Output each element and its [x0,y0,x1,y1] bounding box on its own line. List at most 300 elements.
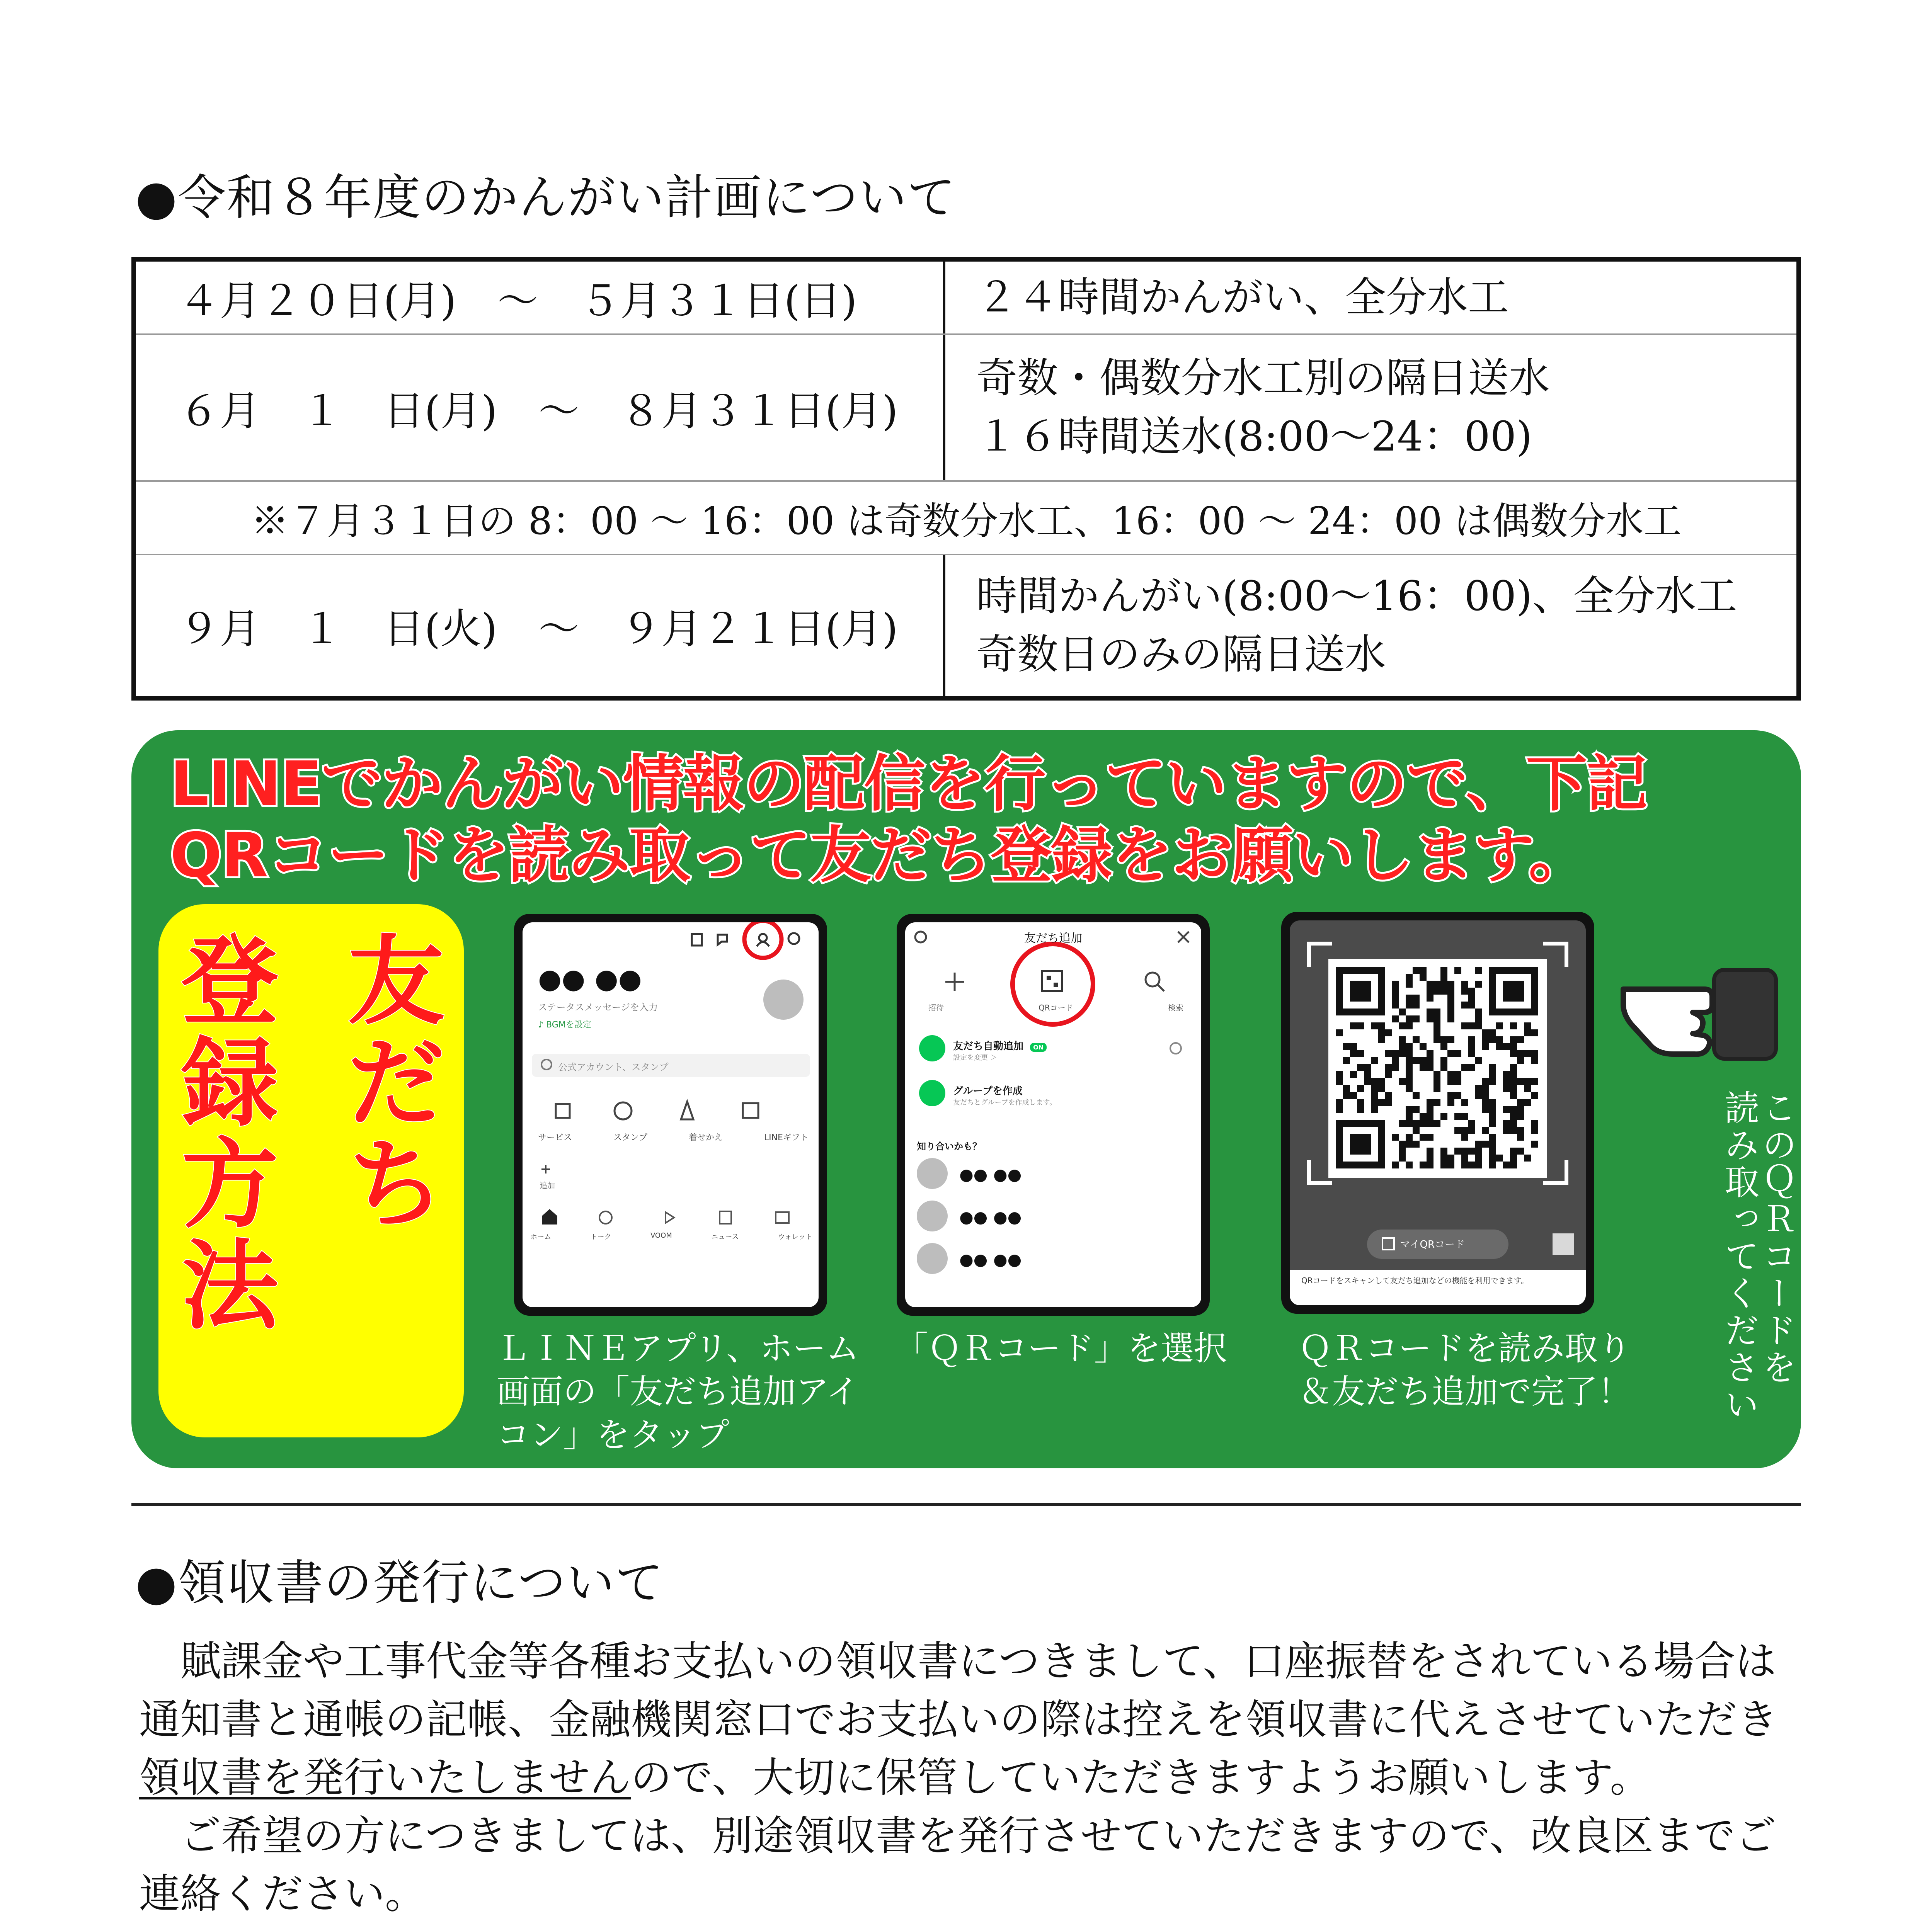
qr-module [1392,1162,1399,1168]
qr-module [1399,1009,1406,1015]
nav-talk[interactable]: トーク [590,1233,611,1241]
qr-module [1440,974,1447,981]
qr-module [1433,1015,1440,1022]
qr-module [1461,1099,1468,1106]
qr-module [1447,1002,1454,1009]
schedule-detail-line: 時間かんがい(8:00～16：00)、全分水工 [976,572,1737,620]
qr-module [1454,1113,1461,1120]
qr-module [1427,1106,1433,1113]
qr-module [1427,1015,1433,1022]
phone-screen [523,922,819,1307]
irrigation-plan-title: ●令和８年度のかんがい計画について [135,170,956,226]
qr-module [1427,1120,1433,1127]
qr-module [1447,1078,1454,1085]
nav-voom[interactable]: VOOM [650,1231,672,1240]
qr-module [1392,1002,1399,1009]
qr-module [1357,1050,1364,1057]
method-col-registration [180,925,280,1342]
qr-module [1489,1148,1496,1155]
schedule-period: ４月２０日(月) ～ ５月３１日(日) [136,262,945,333]
qr-module [1489,1029,1496,1036]
qr-module [1406,1120,1413,1127]
qr-module [1468,1127,1475,1134]
qr-module [1447,1036,1454,1043]
qr-module [1510,1050,1517,1057]
qr-module [1468,1036,1475,1043]
qr-module [1385,1050,1392,1057]
qr-module [1510,1106,1517,1113]
qr-module [1433,1099,1440,1106]
qr-module [1440,1043,1447,1050]
auto-add-label: 友だち自動追加 [953,1041,1024,1052]
qr-module [1440,1036,1447,1043]
qr-module [1468,1043,1475,1050]
avatar [763,980,804,1020]
qr-module [1468,1002,1475,1009]
qr-module [1482,1106,1489,1113]
qr-module [1427,1099,1433,1106]
add-label[interactable]: 追加 [540,1181,555,1190]
qr-module [1406,1134,1413,1141]
qr-module [1447,1050,1454,1057]
qr-module [1489,1106,1496,1113]
qr-module [1406,1162,1413,1168]
qr-module [1427,1064,1433,1071]
receipt-title: ●領収書の発行について [135,1555,664,1611]
add-friends-actions [928,1002,1183,1013]
qr-module [1371,1099,1378,1106]
schedule-detail [945,335,1796,480]
add-friends-header: 友だち追加 [1024,932,1082,945]
qr-module [1440,1064,1447,1071]
suggest-name[interactable]: ●● ●● [959,1208,1022,1226]
qr-module [1350,1043,1357,1050]
qr-module [1413,1092,1420,1099]
receipt-underline: 領収書を発行いたしません [139,1754,631,1802]
qr-module [1496,1036,1503,1043]
qr-module [1420,967,1427,974]
profile-name: ●● ●● [538,963,642,995]
qr-module [1350,1092,1357,1099]
schedule-detail [945,262,1796,333]
qr-module [1461,1002,1468,1009]
qr-module [1510,1022,1517,1029]
qr-module [1468,1064,1475,1071]
qr-module [1461,1134,1468,1141]
qr-module [1350,1050,1357,1057]
qr-module [1517,1134,1524,1141]
phone-home-screen [514,914,827,1316]
qr-module [1427,995,1433,1002]
qr-module [1406,1022,1413,1029]
qr-module [1489,1099,1496,1106]
qr-module [1420,1043,1427,1050]
qr-module [1433,1120,1440,1127]
qr-module [1517,1050,1524,1057]
line-registration-panel [131,730,1801,1468]
qr-module [1385,1064,1392,1071]
vertical-instruction-col: このＱＲコードを [1756,1090,1797,1386]
schedule-detail-line: 奇数・偶数分水工別の隔日送水 [976,354,1550,402]
qr-module [1517,1106,1524,1113]
qr-module [1378,1029,1385,1036]
qr-module [1357,1085,1364,1092]
qr-module [1482,1029,1489,1036]
qr-module [1433,1085,1440,1092]
qr-module [1517,1057,1524,1064]
method-col-friends [346,925,446,1241]
qr-module [1475,1162,1482,1168]
menu-stickers[interactable]: スタンプ [613,1133,647,1143]
qr-module [1475,1148,1482,1155]
qr-module [1420,1162,1427,1168]
qr-module [1503,1120,1510,1127]
refresh-icon [1170,1043,1181,1054]
qr-module [1454,1071,1461,1078]
chat-icon [718,935,727,945]
qr-module [1413,1002,1420,1009]
bgm-setting[interactable]: ♪ BGMを設定 [538,1020,591,1030]
talk-icon [599,1211,612,1224]
action-invite[interactable]: 招待 [928,1003,944,1012]
qr-module [1371,1106,1378,1113]
qr-module [1357,1022,1364,1029]
qr-module [1503,1127,1510,1134]
qr-module [1510,1064,1517,1071]
qr-module [1468,988,1475,995]
qr-module [1440,1148,1447,1155]
sticker-icon [615,1102,632,1119]
schedule-period: ９月 １ 日(火) ～ ９月２１日(月) [136,555,945,696]
qr-module [1406,974,1413,981]
phone-qr-scanner-screen [1281,912,1594,1314]
receipt-text: ので、大切に保管していただきますようお願いします。 [631,1754,1651,1802]
suggest-name[interactable]: ●● ●● [959,1165,1022,1184]
qr-module [1454,1092,1461,1099]
qr-module [1510,1127,1517,1134]
qr-module [1364,1071,1371,1078]
qr-module [1475,1155,1482,1162]
home-icon [542,1209,557,1225]
nav-home[interactable]: ホーム [530,1233,551,1241]
menu-services[interactable]: サービス [538,1133,572,1143]
qr-module [1475,1009,1482,1015]
qr-module [1489,1078,1496,1085]
receipt-paragraph [139,1633,1797,1807]
qr-module [1489,1071,1496,1078]
qr-module [1378,1078,1385,1085]
schedule-row [136,555,1796,696]
qr-module [1357,1099,1364,1106]
qr-module [1433,1022,1440,1029]
auto-add-badge: ON [1030,1043,1047,1052]
qr-module [1427,1009,1433,1015]
qr-module [1350,1071,1357,1078]
qr-module [1399,1036,1406,1043]
menu-themes[interactable]: 着せかえ [688,1133,723,1143]
qr-module [1531,1141,1538,1148]
voom-icon [666,1212,674,1223]
qr-module [1517,1099,1524,1106]
qr-module [1406,1002,1413,1009]
qr-module [1482,1141,1489,1148]
qr-code-icon [1042,971,1062,991]
receipt-paragraph: ご希望の方につきましては、別途領収書を発行させていただきますので、改良区までご連絡ください。 [139,1812,1776,1918]
suggest-name[interactable]: ●● ●● [959,1250,1022,1269]
nav-wallet[interactable]: ウォレット [778,1233,812,1241]
qr-module [1496,1022,1503,1029]
qr-module [1461,1162,1468,1168]
qr-module [1482,1127,1489,1134]
method-col-text: 登録方法 [182,925,278,1342]
qr-module [1475,1092,1482,1099]
qr-module [1482,1085,1489,1092]
qr-module [1399,1155,1406,1162]
qr-module [1440,1113,1447,1120]
qr-module [1406,1043,1413,1050]
auto-add-sub[interactable]: 設定を変更 ＞ [953,1054,997,1062]
schedule-row [136,262,1796,335]
action-search[interactable]: 検索 [1168,1003,1183,1012]
schedule-period: ６月 １ 日(月) ～ ８月３１日(月) [136,335,945,480]
qr-module [1413,1127,1420,1134]
schedule-detail-line: 奇数日のみの隔日送水 [976,631,1386,678]
receipt-text: 賦課金や工事代金等各種お支払いの領収書につきまして、口座振替をされている場合は通知書と通帳の記帳、金融機関窓口でお支払いの際は控えを領収書に代えさせていただき [139,1638,1778,1743]
qr-module [1461,1113,1468,1120]
qr-module [1524,1099,1531,1106]
auto-add-title[interactable] [953,1038,1047,1053]
theme-icon [681,1102,693,1119]
add-friends-icons [905,922,1201,1307]
qr-module [1440,981,1447,988]
qr-module [1510,1043,1517,1050]
services-icon [556,1104,570,1118]
qr-module [1475,1057,1482,1064]
qr-module [1503,1078,1510,1085]
qr-module [1489,1141,1496,1148]
qr-module [1406,1113,1413,1120]
gift-icon [743,1103,758,1118]
qr-module [1427,1134,1433,1141]
qr-module [1420,1120,1427,1127]
qr-module [1468,1148,1475,1155]
qr-module [1517,1127,1524,1134]
qr-module [1482,1078,1489,1085]
qr-module [1531,1029,1538,1036]
line-banner-line1: LINEでかんがい情報の配信を行っていますので、下記 [170,748,1647,820]
qr-module [1482,1036,1489,1043]
irrigation-schedule-table [131,257,1801,701]
qr-module [1461,1148,1468,1155]
qr-module [1510,1085,1517,1092]
nav-news[interactable]: ニュース [711,1233,739,1241]
qr-module [1510,1078,1517,1085]
qr-module [1406,1015,1413,1022]
action-qr-code[interactable]: QRコード [1039,1003,1073,1012]
qr-module [1378,1022,1385,1029]
vertical-instruction [1720,1090,1795,1423]
qr-module [1510,1113,1517,1120]
qr-module [1350,981,1371,1002]
qr-module [1475,1141,1482,1148]
qr-module [1461,1064,1468,1071]
qr-module [1371,1085,1378,1092]
qr-module [1524,1078,1531,1085]
qr-module [1406,1064,1413,1071]
receipt-body [139,1633,1797,1923]
qr-module [1406,1057,1413,1064]
qr-module [1413,995,1420,1002]
qr-module [1524,1050,1531,1057]
pointing-hand-icon [1616,947,1782,1063]
qr-module [1531,1120,1538,1127]
qr-module [1447,1009,1454,1015]
phone-screen [905,922,1201,1307]
qr-module [1420,1113,1427,1120]
bottom-nav [530,1231,812,1242]
qr-module [1433,1036,1440,1043]
qr-module [1454,1148,1461,1155]
qr-module [1482,1099,1489,1106]
schedule-detail-line: ２４時間かんがい、全分水工 [976,273,1509,321]
qr-module [1371,1078,1378,1085]
qr-module [1413,1057,1420,1064]
qr-module [1510,1120,1517,1127]
qr-module [1510,1162,1517,1168]
qr-module [1489,1155,1496,1162]
gallery-icon [1553,1233,1574,1255]
home-menu [538,1131,809,1143]
qr-module [1413,1120,1420,1127]
qr-module [1510,1036,1517,1043]
qr-module [1392,1050,1399,1057]
gear-icon [788,933,799,944]
qr-module [1524,1022,1531,1029]
qr-module [1531,1092,1538,1099]
qr-module [1489,1162,1496,1168]
scanner-hint: QRコードをスキャンして友だち追加などの機能を利用できます。 [1290,1270,1586,1305]
qr-module [1489,1036,1496,1043]
menu-gift[interactable]: LINEギフト [764,1133,809,1143]
news-icon [720,1211,731,1224]
qr-module [1475,1015,1482,1022]
qr-module [1378,1099,1385,1106]
qr-module [1385,1029,1392,1036]
group-icon [919,1080,945,1106]
suggest-avatar [917,1158,948,1189]
suggest-avatar [917,1243,948,1274]
qr-module [1524,1085,1531,1092]
qr-module [1517,1036,1524,1043]
qr-module [1427,1057,1433,1064]
qr-module [1517,1078,1524,1085]
qr-module [1503,981,1524,1002]
qr-module [1489,1120,1496,1127]
qr-module [1413,1141,1420,1148]
qr-module [1482,1092,1489,1099]
qr-module [1420,1057,1427,1064]
qr-module [1503,1085,1510,1092]
caption-line: コン」をタップ [497,1415,729,1454]
qr-module [1364,1064,1371,1071]
qr-module [1440,1057,1447,1064]
qr-module [1336,1078,1343,1085]
qr-module [1350,1022,1357,1029]
qr-module [1427,1113,1433,1120]
create-group-sub: 友だちとグループを作成します。 [953,1099,1057,1107]
qr-module [1343,1043,1350,1050]
qr-module [1475,1022,1482,1029]
my-qr-label[interactable]: マイQRコード [1400,1239,1465,1250]
qr-module [1454,1127,1461,1134]
qr-module [1433,981,1440,988]
qr-module [1343,1092,1350,1099]
qr-module [1440,1162,1447,1168]
caption-line: ＱＲコードを読み取り [1299,1329,1631,1368]
search-placeholder[interactable]: 公式アカウント、スタンプ [558,1062,669,1073]
qr-module [1454,967,1461,974]
schedule-note-row [136,482,1796,555]
section-divider [131,1503,1801,1506]
qr-module [1399,1078,1406,1085]
phone-add-friends-screen [897,914,1210,1316]
method-col-text: 友だち [348,925,444,1241]
qr-module [1413,967,1420,974]
qr-module [1420,1134,1427,1141]
qr-module [1503,1071,1510,1078]
qr-module [1413,1106,1420,1113]
qr-module [1406,1106,1413,1113]
suggest-heading: 知り合いかも？ [917,1141,982,1152]
qr-module [1461,981,1468,988]
search-icon [1146,973,1159,986]
status-message[interactable]: ステータスメッセージを入力 [538,1002,658,1013]
qr-module [1420,1064,1427,1071]
qr-module [1364,1078,1371,1085]
qr-module [1468,1050,1475,1057]
qr-module [1427,988,1433,995]
suggest-avatar [917,1201,948,1231]
qr-module [1531,1057,1538,1064]
qr-module [1399,1120,1406,1127]
schedule-detail-line: １６時間送水(8:00～24：00) [976,413,1532,460]
qr-module [1385,1099,1392,1106]
auto-add-icon [919,1035,945,1061]
qr-module [1371,1092,1378,1099]
qr-module [1510,1071,1517,1078]
qr-module [1406,1050,1413,1057]
qr-module [1427,1162,1433,1168]
qr-module [1440,1155,1447,1162]
qr-module [1489,1064,1496,1071]
qr-module [1461,988,1468,995]
qr-module [1399,1050,1406,1057]
qr-module [1420,974,1427,981]
qr-module [1385,1071,1392,1078]
qr-module [1336,1106,1343,1113]
qr-module [1503,1106,1510,1113]
qr-module [1392,1057,1399,1064]
qr-module [1447,1099,1454,1106]
qr-module [1503,1043,1510,1050]
create-group[interactable]: グループを作成 [953,1085,1023,1097]
qr-module [1447,1092,1454,1099]
qr-module [1447,1071,1454,1078]
qr-module [1454,1050,1461,1057]
qr-module [1440,967,1447,974]
qr-module [1371,1022,1378,1029]
qr-module [1378,1085,1385,1092]
